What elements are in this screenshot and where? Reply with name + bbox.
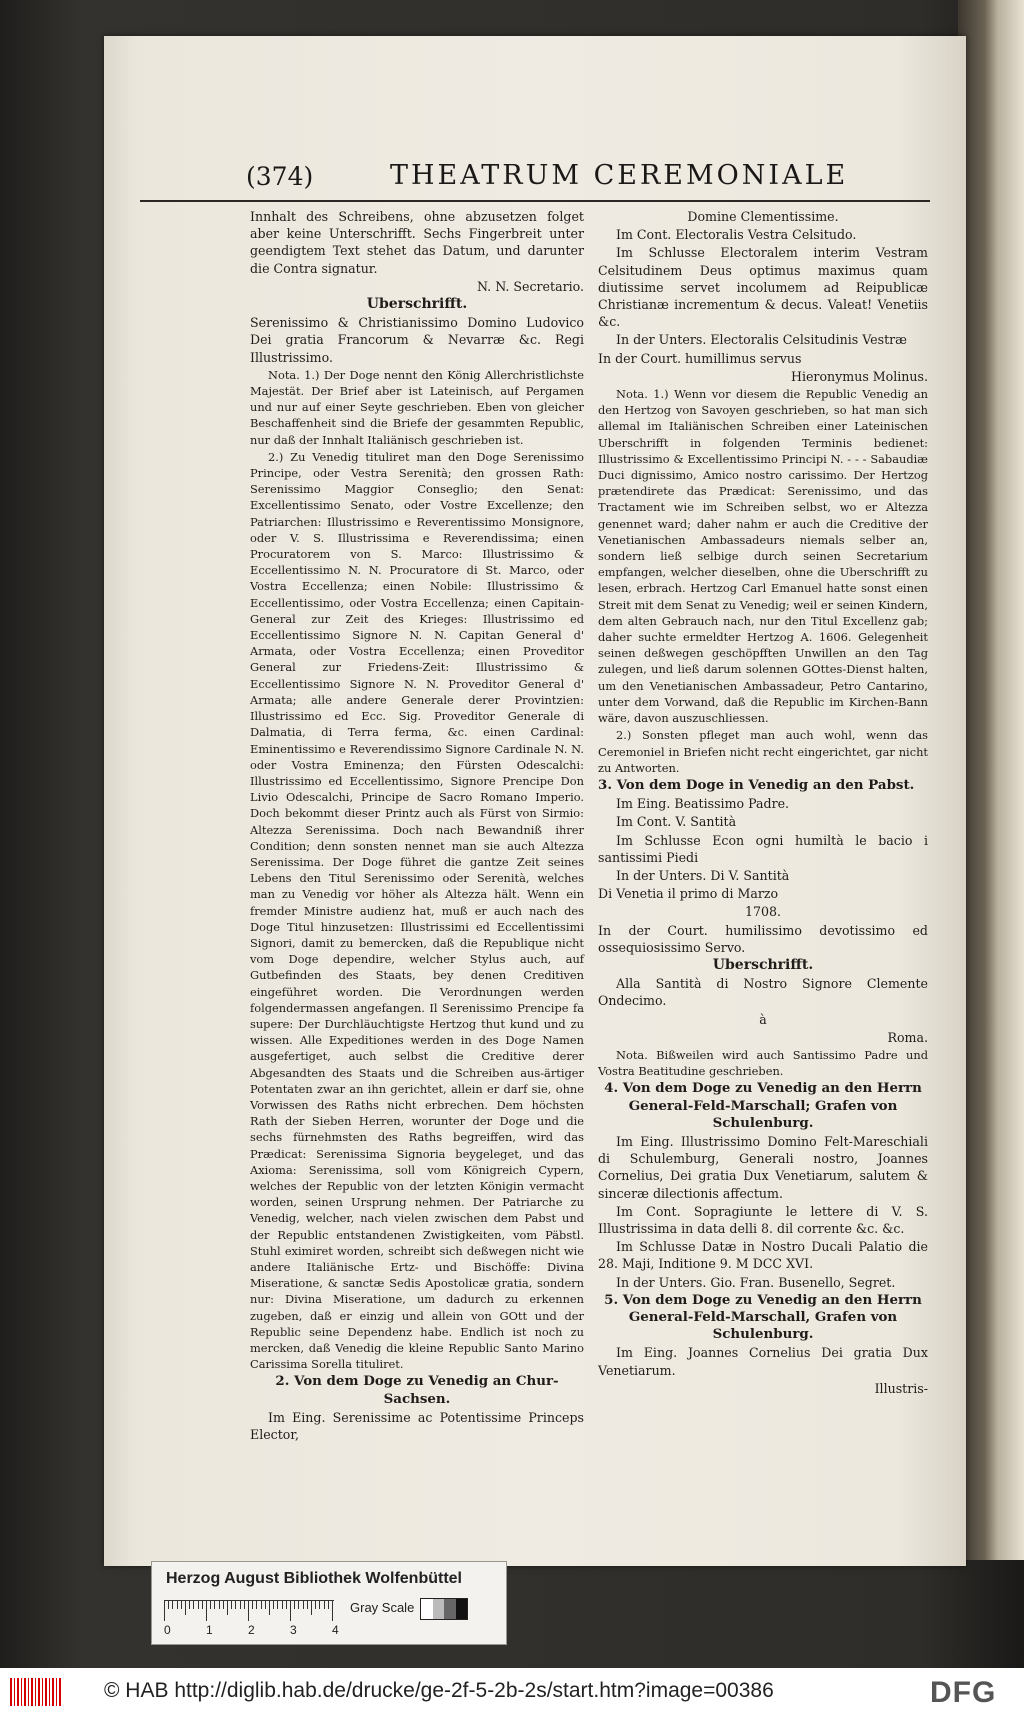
color-calibration-card (151, 1561, 507, 1645)
left-text-column (250, 208, 584, 1444)
ruler-tick (214, 1601, 215, 1609)
ruler-tick (298, 1601, 299, 1609)
right-column-paragraph: Im Cont. Electoralis Vestra Celsitudo. (616, 227, 857, 243)
ruler-tick (185, 1601, 186, 1615)
right-column-paragraph: Im Schlusse Econ ogni humiltà le bacio i santissimi Piedi (598, 832, 928, 865)
ruler-tick (164, 1601, 165, 1621)
right-column-paragraph: à (759, 1011, 767, 1027)
right-column-paragraph: 4. Von dem Doge zu Venedig an den Herrn General-Feld-Marschall; Grafen von Schulenburg. (604, 1080, 922, 1131)
ruler-tick (282, 1601, 283, 1609)
copyright-url[interactable]: © HAB http://diglib.hab.de/drucke/ge-2f-5-2b-2s/start.htm?image=00386 (104, 1679, 774, 1702)
right-column-paragraph: 1708. (744, 904, 782, 920)
ruler-tick (231, 1601, 232, 1609)
adjacent-page-edge (958, 0, 1024, 1560)
ruler-tick (193, 1601, 194, 1609)
right-column-paragraph: Im Eing. Illustrissimo Domino Felt-Mareschiali di Schulemburg, Generali nostro, Joannes Cornelius, Dei gratia Dux Venetiarum, salutem & sinceræ dilectionis affectum. (598, 1133, 928, 1201)
viewer-footer (0, 1668, 1024, 1715)
ruler-tick (240, 1601, 241, 1609)
page-header (140, 156, 930, 202)
ruler-tick (328, 1601, 329, 1609)
ruler-number: 4 (332, 1623, 339, 1637)
right-column-paragraph: Alla Santità di Nostro Signore Clemente Ondecimo. (598, 976, 928, 1009)
right-column-paragraph: Nota. 1.) Wenn vor diesem die Republic Venedig an den Hertzog von Savoyen geschrieben, so hat man sich allemal im Italiänischen Schreiben einer Lateinischen Uberschrifft in folgenden Terminis bedienet: Illustrissimo & Excellentissimo Principi N. - - - Sabaudiæ Duci dignissimo, Amico nostro carissimo. Der Hertzog prætendirete das Prædicat: Serenissimo, und das Tractament wie im Schreiben selbst, wo er Altezza genennet ward; daher nahm er auch die Creditive der Venetianischen Ambassadeurs niemals selber an, sondern ließ selbige durch seinen Secretarium empfangen, welcher dieselben, ohne die Uberschrifft zu lesen, erbrach. Hertzog Carl Emanuel hatte sonst einen Streit mit dem Senat zu Venedig; weil er seinen Kindern, dem alten Gebrauch nach, nur den Titul Excellenz gab; daher suchte ermeldter Hertzog A. 1606. Gelegenheit seinen deßwegen geschöpfften Unwillen an den Tag zulegen, und ließ darum solennen GOttes-Dienst halten, um den Venetianischen Ambassadeur, Petro Cantarino, unter dem Vorwand, daß die Republic im Kirchen-Bann wäre, davon auszuschliessen. (598, 387, 928, 726)
ruler-number: 3 (290, 1623, 297, 1637)
right-column-paragraph: In der Unters. Di V. Santità (616, 867, 790, 883)
ruler-tick (206, 1601, 207, 1621)
left-column-paragraph: Im Eing. Serenissime ac Potentissime Princeps Elector, (250, 1409, 584, 1443)
ruler-tick (198, 1601, 199, 1609)
ruler-tick (244, 1601, 245, 1609)
ruler-tick (177, 1601, 178, 1609)
ruler-tick (277, 1601, 278, 1609)
ruler-tick (311, 1601, 312, 1615)
ruler-tick (256, 1601, 257, 1609)
left-column-paragraph: 2.) Zu Venedig tituliret man den Doge Serenissimo Principe, oder Vestra Serenità; den grossen Rath: Serenissimo Maggior Conseglio; den Senat: Excellentissimo Senato, oder Vostre Excellenze; den Patriarchen: Illustrissimo e Reverentissimo Monsignore, oder V. S. Illustrissima e Reverendissima; einen Procuratorem von S. Marco: Illustrissimo & Eccellentissimo N. N. Procuratore di St. Marco, oder Vostra Eccellenza; einen Nobile: Illustrissimo & Eccellentissimo, oder Vostra Eccellenza; einen Capitain-General zur Zeit des Krieges: Illustrissimo ed Eccellentissimo Signore N. N. Capitan General d' Armata, oder Vostra Eccellenza; einen Proveditor General zur Friedens-Zeit: Illustrissimo & Eccellentissimo Signore N. N. Proveditor General d' Armata; alle andere Generale derer Provintzien: Illustrissimo ed Ecc. Sig. Proveditor Generale di Dalmatia, di Terra ferma, &c. einen Cardinal: Eminentissimo e Reverendissimo Signore Cardinale N. N. oder Vostra Eminenza; den Fürsten Odescalchi: Illustrissimo ed Eccellentissimo, Signore Prencipe Don Livio Odescalchi, Principe de Sacro Romano Imperio. Doch bekommt dieser Printz auch als Fürst von Sirmio: Altezza Serenissima. Doch nach Bewandniß ihrer Condition; denn sonsten nennet man sie auch Altezza Serenissima. Der Doge führet die gantze Zeit seines Lebens den Titul Serenissimo oder Serenità, welches man zu Venedig vor höher als Altezza hält. Wenn ein fremder Ministre audienz hat, muß er auch nach des Doge Titul hinzusetzen: Illustrissimi ed Eccellentissimi Signori, damit zu bemercken, daß die Republique nicht vom Doge dependire, welcher Stylus auch, auf Gutbefinden des Staats, bey denen Creditiven eingeführet worden. Die Verordnungen werden folgendermassen angefangen. Il Serenissimo Prencipe fa supere: Der Durchläuchtigste Hertzog thut kund und zu wissen. Alle Expeditiones werden in des Doge Namen ausgefertiget, auch selbst die Creditive derer Abgesandten des Staats und die Schreiben aus-ärtiger Potentaten zwar an ihn gerichtet, allein er darf sie, ohne Vorwissen des Raths nicht erbrechen. Dem höchsten Rath der Sieben Herren, worunter der Doge und die sechs fürnehmsten des Raths begreiffen, wird das Prædicat: Serenissima Signoria beygeleget, und das Axioma: Serenissima, soll vom Königreich Cypern, welches der Republic von der letzten Königin vermacht worden, seinen Ursprung nehmen. Der Patriarche zu Venedig, welcher, nach vielen zwischen dem Pabst und der Republic entstandenen Zwistigkeiten, vom Päbstl. Stuhl eximiret worden, schreibt sich deßwegen nicht wie andere Italiänische Ertz- und Bischöffe: Divina Miseratione, & sanctæ Sedis Apostolicæ gratia, sondern nur: Divina Miseratione, um dadurch zu erkennen zugeben, daß er einzig und allein von GOtt und der Republic seine Dependenz habe. Endlich ist noch zu mercken, daß Venedig die kleine Republic Santo Marino Carissima Sorella tituliret. (250, 449, 584, 1372)
ruler-tick (286, 1601, 287, 1609)
hab-logo-icon (10, 1678, 62, 1706)
left-column-paragraph: Innhalt des Schreibens, ohne abzusetzen folget aber keine Unterschrifft. Sechs Fingerbreit unter geendigtem Text stehet das Datum, und darunter die Contra signatur. (250, 209, 584, 276)
left-column-paragraph: Serenissimo & Christianissimo Domino Ludovico Dei gratia Francorum & Nevarræ &c. Regi Illustrissimo. (250, 315, 584, 365)
right-column-paragraph: Im Schlusse Electoralem interim Vestram Celsitudinem Deus optimus maximus quam diutissime servet incolumem ad Reipublicæ Christianæ incrementum & decus. Valeat! Venetiis &c. (598, 245, 928, 330)
right-column-paragraph: Im Schlusse Datæ in Nostro Ducali Palatio die 28. Maji, Inditione 9. M DCC XVI. (598, 1239, 928, 1272)
ruler-number: 1 (206, 1623, 213, 1637)
right-column-paragraph: 3. Von dem Doge in Venedig an den Pabst. (598, 776, 915, 793)
right-column-paragraph: In der Court. humilissimo devotissimo ed ossequiosissimo Servo. (598, 922, 928, 955)
right-column-paragraph: Hieronymus Molinus. (790, 368, 928, 384)
right-column-paragraph: Im Cont. V. Santità (616, 814, 737, 830)
ruler-tick (219, 1601, 220, 1609)
ruler-tick (294, 1601, 295, 1609)
ruler-tick (172, 1601, 173, 1609)
right-column-paragraph: Im Eing. Beatissimo Padre. (616, 796, 790, 812)
right-column-paragraph: Im Cont. Sopragiunte le lettere di V. S. Illustrissima in data delli 8. dil corrente &c. &c. (598, 1203, 928, 1236)
left-column-paragraph: 2. Von dem Doge zu Venedig an Chur-Sachsen. (275, 1373, 559, 1407)
ruler-tick (273, 1601, 274, 1609)
gray-scale-swatch (420, 1598, 468, 1620)
dfg-logo: DFG (930, 1676, 997, 1709)
right-text-column (598, 208, 928, 1398)
running-title: THEATRUM CEREMONIALE (390, 160, 849, 191)
ruler-number: 0 (164, 1623, 171, 1637)
right-column-paragraph: 2.) Sonsten pfleget man auch wohl, wenn das Ceremoniel in Briefen nicht recht eingerichtet, gar nicht zu Antworten. (598, 728, 928, 775)
ruler-tick (210, 1601, 211, 1609)
ruler-tick (248, 1601, 249, 1621)
right-column-paragraph: In der Unters. Electoralis Celsitudinis Vestræ (616, 332, 908, 348)
right-column-paragraph: Im Eing. Joannes Cornelius Dei gratia Dux Venetiarum. (598, 1345, 928, 1378)
right-column-paragraph: Domine Clementissime. (687, 209, 839, 224)
measurement-ruler (164, 1600, 334, 1623)
ruler-tick (315, 1601, 316, 1609)
ruler-tick (265, 1601, 266, 1609)
ruler-tick (189, 1601, 190, 1609)
right-column-paragraph: Nota. Bißweilen wird auch Santissimo Padre und Vostra Beatitudine geschrieben. (598, 1047, 928, 1079)
left-column-paragraph: N. N. Secretario. (476, 278, 584, 294)
gray-scale-label: Gray Scale (350, 1600, 415, 1615)
right-column-paragraph: Roma. (887, 1029, 928, 1045)
page-number: (374) (246, 162, 314, 191)
ruler-tick (261, 1601, 262, 1609)
ruler-tick (202, 1601, 203, 1609)
right-column-paragraph: Di Venetia il primo di Marzo (598, 886, 779, 902)
ruler-tick (181, 1601, 182, 1609)
right-column-paragraph: Illustris- (874, 1380, 928, 1396)
ruler-tick (235, 1601, 236, 1609)
left-column-paragraph: Nota. 1.) Der Doge nennt den König Allerchristlichste Majestät. Der Brief aber ist Lateinisch, auf Pergamen und nur auf einer Seyte geschrieben. Eben von gleicher Beschaffenheit sind die Briefe der gesammten Republic, nur daß der Innhalt Italiänisch geschrieben ist. (250, 367, 584, 447)
library-name: Herzog August Bibliothek Wolfenbüttel (166, 1570, 462, 1587)
left-column-paragraph: Uberschrifft. (366, 296, 468, 313)
ruler-tick (227, 1601, 228, 1615)
ruler-tick (324, 1601, 325, 1609)
ruler-tick (223, 1601, 224, 1609)
ruler-tick (332, 1601, 333, 1621)
ruler-tick (168, 1601, 169, 1609)
ruler-tick (319, 1601, 320, 1609)
ruler-tick (303, 1601, 304, 1609)
right-column-paragraph: Uberschrifft. (712, 956, 814, 973)
ruler-tick (269, 1601, 270, 1615)
ruler-tick (290, 1601, 291, 1621)
right-column-paragraph: 5. Von dem Doge zu Venedig an den Herrn General-Feld-Marschall, Grafen von Schulenburg. (604, 1291, 922, 1343)
right-column-paragraph: In der Court. humillimus servus (598, 350, 802, 366)
right-column-paragraph: In der Unters. Gio. Fran. Busenello, Segret. (616, 1274, 896, 1290)
ruler-tick (252, 1601, 253, 1609)
ruler-tick (307, 1601, 308, 1609)
ruler-number: 2 (248, 1623, 255, 1637)
